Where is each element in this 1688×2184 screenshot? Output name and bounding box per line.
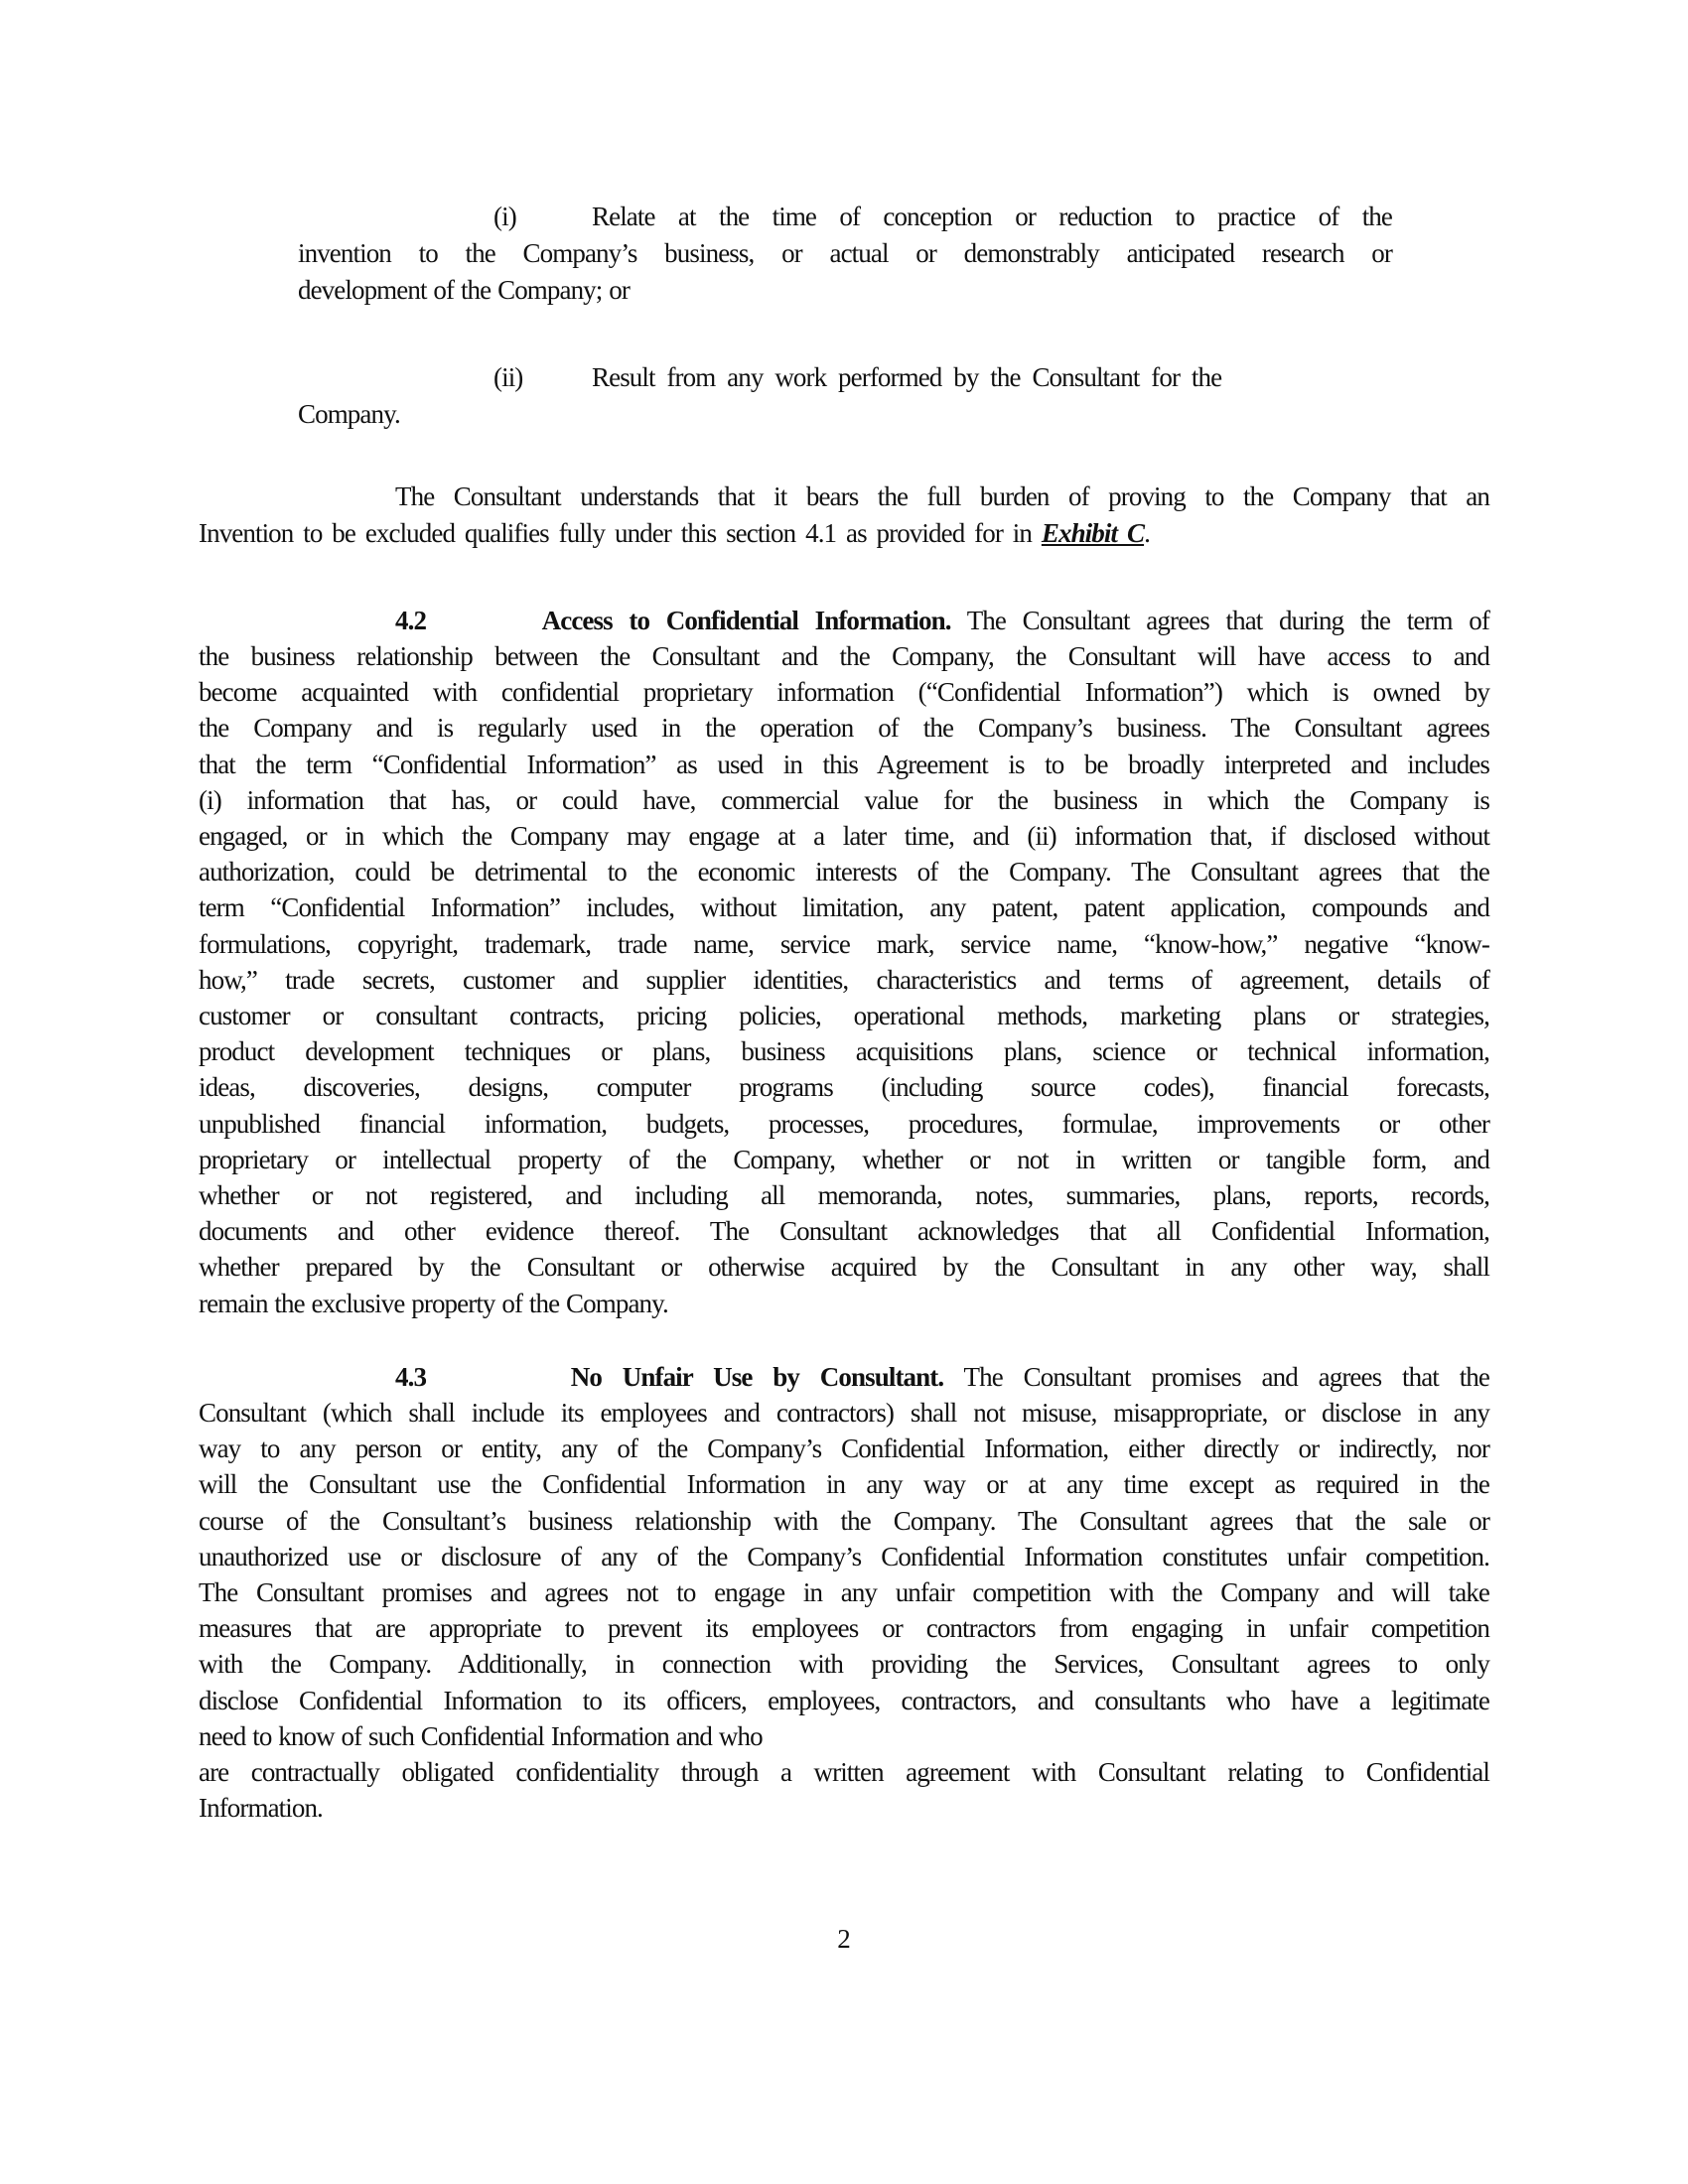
paragraph-line: Consultant (which shall include its employees and contractors) shall not misuse, misappropriate, or disclose in any	[199, 1398, 1489, 1428]
section-4-2-text: The Consultant agrees that during the term of	[966, 606, 1489, 635]
burden-paragraph-line	[199, 515, 1150, 551]
section-4-2-number: 4.2	[395, 606, 427, 635]
paragraph-line: the business relationship between the Consultant and the Company, the Consultant will have access to and	[199, 641, 1489, 671]
paragraph-line: need to know of such Confidential Information and who	[199, 1720, 763, 1751]
section-4-3-number: 4.3	[395, 1362, 427, 1392]
paragraph-line: are contractually obligated confidentiality through a written agreement with Consultant relating to Confidential	[199, 1757, 1489, 1787]
paragraph-line: formulations, copyright, trademark, trade name, service mark, service name, “know-how,” negative “know-	[199, 928, 1489, 959]
paragraph-line: whether prepared by the Consultant or otherwise acquired by the Consultant in any other way, shall	[199, 1252, 1489, 1283]
paragraph-line: whether or not registered, and including all memoranda, notes, summaries, plans, reports, records,	[199, 1180, 1489, 1210]
paragraph-line: ideas, discoveries, designs, computer programs (including source codes), financial forecasts,	[199, 1072, 1489, 1103]
paragraph-line: product development techniques or plans, business acquisitions plans, science or technical information,	[199, 1036, 1489, 1067]
burden-paragraph-period: .	[1144, 518, 1150, 548]
subsection-i-line: development of the Company; or	[298, 275, 630, 305]
paragraph-line: remain the exclusive property of the Company.	[199, 1288, 668, 1318]
section-4-3-text: The Consultant promises and agrees that the	[963, 1362, 1489, 1392]
paragraph-line: disclose Confidential Information to its officers, employees, contractors, and consultants who have a legitimate	[199, 1685, 1489, 1715]
paragraph-line: way to any person or entity, any of the Company’s Confidential Information, either directly or indirectly, nor	[199, 1433, 1489, 1464]
section-4-3-first-line	[395, 1359, 1489, 1395]
paragraph-line: how,” trade secrets, customer and supplier identities, characteristics and terms of agreement, details of	[199, 964, 1489, 995]
paragraph-line: term “Confidential Information” includes, without limitation, any patent, patent application, compounds and	[199, 892, 1489, 923]
subsection-i-line: invention to the Company’s business, or actual or demonstrably anticipated research or	[298, 238, 1392, 268]
paragraph-line: proprietary or intellectual property of the Company, whether or not in written or tangible form, and	[199, 1144, 1489, 1174]
paragraph-line: with the Company. Additionally, in connection with providing the Services, Consultant agrees to only	[199, 1649, 1489, 1680]
page-number: 2	[837, 1924, 851, 1954]
subsection-ii-line: Result from any work performed by the Consultant for the	[592, 362, 1222, 392]
section-4-3-heading: No Unfair Use by Consultant.	[570, 1362, 944, 1392]
paragraph-line: The Consultant promises and agrees not to engage in any unfair competition with the Company and will take	[199, 1577, 1489, 1607]
paragraph-line: course of the Consultant’s business relationship with the Company. The Consultant agrees that the sale or	[199, 1505, 1489, 1536]
paragraph-line: that the term “Confidential Information” as used in this Agreement is to be broadly interpreted and includes	[199, 749, 1489, 779]
paragraph-line: engaged, or in which the Company may engage at a later time, and (ii) information that, if disclosed without	[199, 821, 1489, 851]
burden-paragraph-text: Invention to be excluded qualifies fully under this section 4.1 as provided for in	[199, 518, 1042, 548]
paragraph-line: customer or consultant contracts, pricing policies, operational methods, marketing plans or strategies,	[199, 1001, 1489, 1030]
exhibit-c-link[interactable]: Exhibit C	[1041, 518, 1145, 548]
paragraph-line: unpublished financial information, budgets, processes, procedures, formulae, improvements or other	[199, 1108, 1489, 1139]
paragraph-line: (i) information that has, or could have, commercial value for the business in which the Company is	[199, 784, 1489, 815]
burden-paragraph-line: The Consultant understands that it bears the full burden of proving to the Company that an	[395, 481, 1489, 511]
paragraph-line: measures that are appropriate to prevent its employees or contractors from engaging in unfair competition	[199, 1613, 1489, 1644]
subsection-ii-line: Company.	[298, 399, 400, 429]
paragraph-line: the Company and is regularly used in the operation of the Company’s business. The Consultant agrees	[199, 713, 1489, 744]
section-4-2-first-line	[395, 603, 1489, 638]
paragraph-line: documents and other evidence thereof. The Consultant acknowledges that all Confidential Information,	[199, 1216, 1489, 1247]
section-4-2-heading: Access to Confidential Information.	[541, 606, 951, 635]
paragraph-line: will the Consultant use the Confidential Information in any way or at any time except as required in the	[199, 1469, 1489, 1500]
subsection-i-marker: (i)	[493, 202, 516, 231]
subsection-ii-marker: (ii)	[493, 362, 523, 392]
paragraph-line: authorization, could be detrimental to the economic interests of the Company. The Consultant agrees that the	[199, 857, 1489, 887]
paragraph-line: unauthorized use or disclosure of any of the Company’s Confidential Information constitutes unfair competition.	[199, 1541, 1489, 1571]
paragraph-line: Information.	[199, 1793, 323, 1824]
paragraph-line: become acquainted with confidential proprietary information (“Confidential Information”) which is owned by	[199, 677, 1489, 708]
subsection-i-line: Relate at the time of conception or reduction to practice of the	[592, 202, 1392, 231]
